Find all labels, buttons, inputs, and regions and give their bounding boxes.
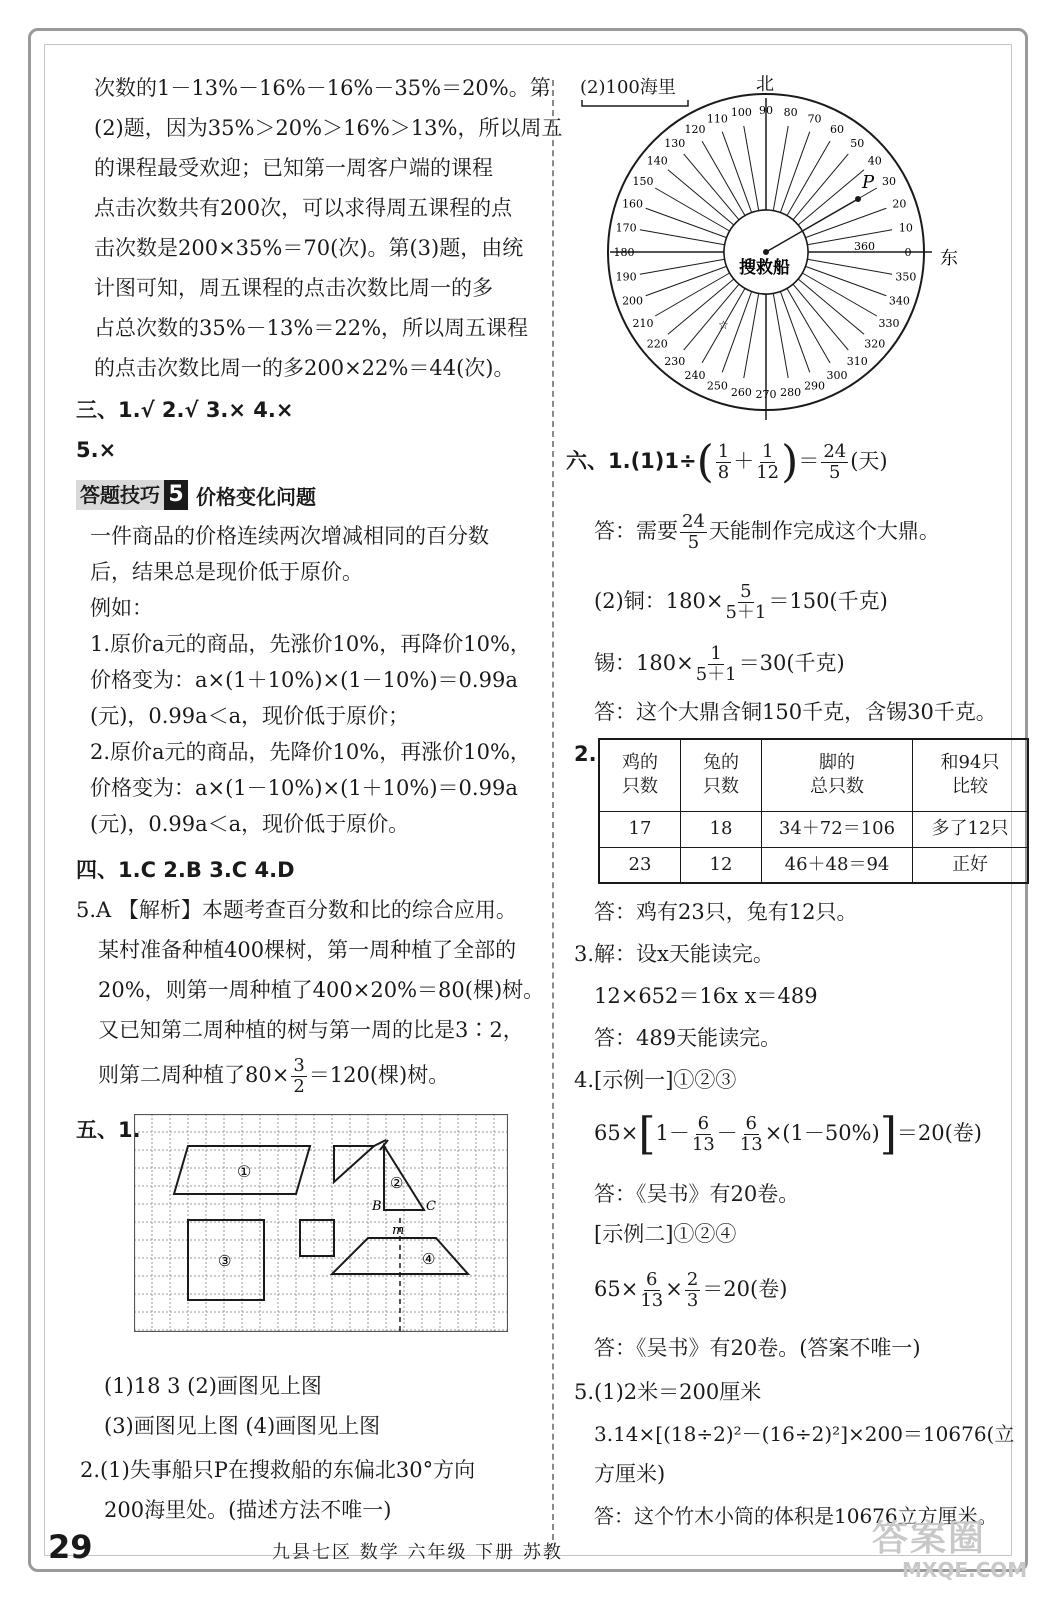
answer-tip-header bbox=[76, 480, 316, 510]
numerator: 6 bbox=[697, 1113, 710, 1134]
numerator: 24 bbox=[823, 441, 847, 462]
text: 答：需要 bbox=[594, 519, 678, 543]
section-5-answer-1: (1)18 3 (2)画图见上图 bbox=[104, 1374, 322, 1398]
denominator: 2 bbox=[293, 1076, 305, 1097]
fraction bbox=[685, 1270, 700, 1311]
text: 则第二周种植了80× bbox=[98, 1063, 290, 1087]
degree-label: 350 bbox=[895, 270, 917, 284]
degree-label: 90 bbox=[759, 104, 773, 117]
header-cell bbox=[913, 739, 1029, 811]
degree-label: 110 bbox=[706, 112, 728, 126]
q2-label: 2. bbox=[574, 742, 597, 766]
q1-2-tin bbox=[594, 638, 845, 688]
text: (2)铜：180× bbox=[594, 589, 724, 613]
degree-label: 200 bbox=[622, 294, 644, 308]
denominator: 12 bbox=[756, 462, 780, 483]
tip-line: 后，结果总是现价低于原价。 bbox=[90, 560, 363, 584]
point-p-label: P bbox=[862, 172, 875, 193]
numerator: 6 bbox=[745, 1113, 757, 1134]
left-p1-line: 击次数是200×35%＝70(次)。第(3)题，由统 bbox=[94, 236, 524, 260]
small-square-shape bbox=[300, 1220, 334, 1256]
compass-ray bbox=[684, 284, 739, 350]
section-4-q5-line: 20%，则第一周种植了400×20%＝80(棵)树。 bbox=[98, 978, 545, 1002]
degree-label: 50 bbox=[850, 137, 865, 151]
text: 1－ bbox=[655, 1121, 690, 1145]
degree-label: 220 bbox=[646, 337, 668, 351]
q3-line: 答：489天能读完。 bbox=[594, 1026, 782, 1050]
section-5-q2-line: 2.(1)失事船只P在搜救船的东偏北30°方向 bbox=[80, 1458, 476, 1482]
table-header-row bbox=[599, 739, 1028, 811]
header-text: 比较 bbox=[952, 776, 988, 798]
degree-label: 330 bbox=[878, 317, 900, 330]
fraction bbox=[692, 1114, 715, 1155]
table-cell: 46＋48＝94 bbox=[762, 847, 913, 883]
center-dot bbox=[763, 249, 769, 255]
denominator: 3 bbox=[686, 1290, 699, 1311]
q5-line: 5.(1)2米＝200厘米 bbox=[574, 1380, 762, 1404]
text: ＝30(千克) bbox=[738, 651, 845, 675]
degree-label: 60 bbox=[830, 123, 844, 137]
watermark-line-1: 答案圈 bbox=[872, 1518, 987, 1559]
compass-scale-label: (2)100海里 bbox=[580, 77, 676, 98]
compass-ray bbox=[684, 154, 739, 220]
degree-label: 150 bbox=[632, 175, 654, 188]
chicken-rabbit-table bbox=[598, 738, 1029, 884]
left-p1-line: 占总次数的35%－13%＝22%，所以周五课程 bbox=[94, 316, 529, 340]
shape-2-label: ② bbox=[390, 1174, 404, 1192]
shape-4-label: ④ bbox=[422, 1250, 436, 1268]
paren-close: ) bbox=[781, 436, 799, 488]
text: × bbox=[665, 1277, 683, 1301]
compass-ray bbox=[798, 279, 864, 334]
text: 65× bbox=[594, 1121, 639, 1145]
tip-line: 价格变为：a×(1＋10%)×(1－10%)＝0.99a bbox=[90, 668, 518, 692]
section-5-answer-2: (3)画图见上图 (4)画图见上图 bbox=[104, 1414, 381, 1438]
fraction bbox=[640, 1270, 663, 1311]
degree-label: 340 bbox=[888, 294, 910, 308]
denominator: 13 bbox=[640, 1290, 664, 1311]
degree-label: 290 bbox=[804, 379, 826, 393]
north-label: 北 bbox=[756, 74, 774, 95]
q4-answer-2: 答：《吴书》有20卷。(答案不唯一) bbox=[594, 1336, 921, 1360]
header-cell bbox=[762, 739, 913, 811]
text: ＋ bbox=[733, 449, 755, 473]
compass-ray bbox=[787, 141, 830, 215]
header-text: 脚的 bbox=[819, 752, 855, 774]
triangle-shape-small bbox=[334, 1146, 374, 1182]
degree-label: 100 bbox=[730, 106, 752, 120]
point-c-label: C bbox=[426, 1199, 436, 1214]
degree-label: 250 bbox=[706, 379, 728, 393]
fraction bbox=[821, 442, 848, 483]
degree-label: 190 bbox=[615, 270, 637, 284]
numerator: 5 bbox=[740, 581, 752, 602]
east-label: 东 bbox=[940, 248, 958, 269]
fraction bbox=[680, 512, 707, 553]
section-3-answers-5: 5.× bbox=[76, 438, 117, 462]
table-cell: 18 bbox=[681, 811, 762, 847]
text: 六、1.(1)1÷ bbox=[566, 449, 697, 473]
point-p-dot bbox=[855, 196, 861, 202]
q5-line: 方厘米) bbox=[594, 1462, 666, 1486]
q4-equation-1 bbox=[594, 1108, 982, 1158]
degree-label: 360 bbox=[854, 240, 875, 253]
q4-example-1: 4.[示例一]①②③ bbox=[574, 1068, 737, 1092]
text: ＝20(卷) bbox=[896, 1121, 982, 1145]
text: ×(1－50%) bbox=[764, 1121, 880, 1145]
header-text: 和94只 bbox=[940, 752, 1000, 774]
q1-2-copper bbox=[594, 576, 888, 626]
fraction bbox=[740, 1114, 763, 1155]
text: 天能制作完成这个大鼎。 bbox=[708, 519, 940, 543]
q1-2-answer: 答：这个大鼎含铜150千克，含锡30千克。 bbox=[594, 700, 997, 724]
denominator: 8 bbox=[717, 462, 730, 483]
q4-example-2: [示例二]①②④ bbox=[594, 1222, 737, 1246]
left-p1-line: 的点击次数比周一的多200×22%＝44(次)。 bbox=[94, 356, 515, 380]
table-cell: 正好 bbox=[913, 847, 1029, 883]
section-4-q5-line: 5.A 【解析】本题考查百分数和比的综合应用。 bbox=[76, 898, 517, 922]
degree-label: 230 bbox=[664, 354, 686, 368]
table-row bbox=[599, 811, 1028, 847]
left-p1-line: 次数的1－13%－16%－16%－35%＝20%。第 bbox=[94, 76, 551, 100]
watermark-line-2: MXQE.COM bbox=[902, 1558, 1028, 1582]
q2-answer: 答：鸡有23只，兔有12只。 bbox=[594, 900, 858, 924]
star-icon: ☆ bbox=[718, 318, 729, 332]
tip-line: (元)，0.99a＜a，现价低于原价； bbox=[90, 704, 410, 728]
header-text: 总只数 bbox=[810, 776, 864, 798]
text: ＝120(棵)树。 bbox=[308, 1063, 450, 1087]
denominator: 13 bbox=[739, 1134, 763, 1155]
degree-label: 300 bbox=[826, 368, 848, 382]
tip-line: 例如： bbox=[90, 596, 153, 620]
section-4-answers: 四、1.C 2.B 3.C 4.D bbox=[76, 858, 295, 882]
section-3-answers: 三、1.√ 2.√ 3.× 4.× bbox=[76, 398, 294, 422]
header-text: 只数 bbox=[703, 776, 739, 798]
degree-label: 210 bbox=[632, 317, 654, 330]
grid-border bbox=[135, 1115, 508, 1332]
numerator: 1 bbox=[710, 643, 722, 664]
numerator: 6 bbox=[646, 1269, 658, 1290]
fraction bbox=[756, 442, 779, 483]
table-cell: 23 bbox=[599, 847, 681, 883]
section-4-q5-line: 又已知第二周种植的树与第一周的比是3∶2， bbox=[98, 1018, 524, 1042]
column-divider bbox=[552, 80, 554, 1540]
degree-label: 270 bbox=[755, 388, 777, 401]
book-info: 九县七区 数学 六年级 下册 苏教 bbox=[272, 1542, 563, 1563]
header-cell bbox=[599, 739, 681, 811]
degree-label: 0 bbox=[904, 246, 912, 259]
degree-label: 30 bbox=[881, 175, 896, 188]
text: ＝150(千克) bbox=[768, 589, 888, 613]
numerator: 1 bbox=[717, 441, 730, 462]
header-text: 兔的 bbox=[703, 752, 739, 774]
tip-label: 答题技巧 bbox=[76, 480, 164, 510]
section-4-q5-last-line bbox=[98, 1052, 449, 1098]
degree-label: 40 bbox=[867, 154, 882, 168]
q5-line: 3.14×[(18÷2)²－(16÷2)²]×200＝10676(立 bbox=[594, 1422, 1015, 1446]
tip-line: 一件商品的价格连续两次增减相同的百分数 bbox=[90, 524, 489, 548]
left-p1-line: 的课程最受欢迎；已知第一周客户端的课程 bbox=[94, 156, 493, 180]
tip-line: 价格变为：a×(1－10%)×(1＋10%)＝0.99a bbox=[90, 776, 518, 800]
fraction bbox=[696, 644, 737, 685]
fraction bbox=[725, 582, 766, 623]
degree-label: 170 bbox=[615, 221, 637, 235]
bracket-open: [ bbox=[638, 1108, 656, 1160]
denominator: 5 bbox=[687, 532, 700, 553]
text: 65× bbox=[594, 1277, 639, 1301]
denominator: 5 bbox=[829, 462, 841, 483]
numerator: 2 bbox=[686, 1269, 699, 1290]
compass-ray bbox=[798, 170, 864, 225]
compass-ray bbox=[702, 141, 745, 215]
numerator: 3 bbox=[293, 1055, 305, 1076]
section-4-q5-line: 某村准备种植400棵树，第一周种植了全部的 bbox=[98, 938, 517, 962]
numerator: 1 bbox=[761, 441, 774, 462]
numerator: 24 bbox=[682, 511, 705, 532]
axis-m-label: m bbox=[392, 1223, 405, 1238]
fraction bbox=[291, 1056, 306, 1097]
q4-equation-2 bbox=[594, 1264, 787, 1314]
watermark bbox=[872, 1510, 1032, 1590]
table-cell: 17 bbox=[599, 811, 681, 847]
text: 锡：180× bbox=[594, 651, 694, 675]
q5-answer: 答：这个竹木小筒的体积是10676立方厘米。 bbox=[594, 1504, 998, 1528]
left-p1-line: 计图可知，周五课程的点击次数比周一的多 bbox=[94, 276, 493, 300]
table-cell: 12 bbox=[681, 847, 762, 883]
degree-label: 120 bbox=[684, 123, 706, 137]
compass-ray bbox=[793, 284, 848, 350]
section-5-label: 五、1. bbox=[76, 1118, 141, 1142]
tip-line: (元)，0.99a＜a，现价低于原价。 bbox=[90, 812, 410, 836]
tip-line: 2.原价a元的商品，先降价10%，再涨价10%， bbox=[90, 740, 531, 764]
text: ＝20(卷) bbox=[702, 1277, 788, 1301]
paren-open: ( bbox=[696, 436, 714, 488]
point-b-label: B bbox=[372, 1199, 382, 1214]
compass-ray bbox=[787, 288, 830, 362]
degree-label: 280 bbox=[780, 385, 802, 399]
q1-1-equation bbox=[566, 436, 888, 486]
rescue-ship-label: 搜救船 bbox=[739, 258, 790, 278]
table-cell: 34＋72＝106 bbox=[762, 811, 913, 847]
compass-ray bbox=[802, 273, 876, 316]
table-cell: 多了12只 bbox=[913, 811, 1029, 847]
degree-label: 180 bbox=[613, 246, 635, 259]
degree-label: 20 bbox=[892, 197, 907, 211]
tip-line: 1.原价a元的商品，先涨价10%，再降价10%， bbox=[90, 632, 531, 656]
denominator: 5＋1 bbox=[725, 602, 767, 623]
header-cell bbox=[681, 739, 762, 811]
degree-label: 240 bbox=[684, 368, 706, 382]
degree-label: 80 bbox=[783, 106, 798, 120]
compass-ray bbox=[655, 273, 729, 316]
text: (天) bbox=[850, 449, 888, 473]
text: ＝ bbox=[798, 449, 820, 473]
denominator: 5＋1 bbox=[695, 664, 737, 685]
shape-3-label: ③ bbox=[218, 1252, 232, 1270]
degree-label: 70 bbox=[807, 112, 822, 126]
fraction bbox=[716, 442, 731, 483]
left-p1-line: (2)题，因为35%＞20%＞16%＞13%，所以周五 bbox=[94, 116, 563, 140]
compass-diagram bbox=[580, 74, 970, 430]
denominator: 13 bbox=[691, 1134, 715, 1155]
left-p1-line: 点击次数共有200次，可以求得周五课程的点 bbox=[94, 196, 513, 220]
degree-label: 160 bbox=[622, 197, 644, 211]
tip-number: 5 bbox=[164, 480, 188, 510]
table-row bbox=[599, 847, 1028, 883]
header-text: 只数 bbox=[622, 776, 658, 798]
degree-label: 260 bbox=[730, 385, 752, 399]
section-5-q2-line: 200海里处。(描述方法不唯一) bbox=[104, 1498, 392, 1522]
header-text: 鸡的 bbox=[622, 752, 658, 774]
shape-1-label: ① bbox=[237, 1162, 252, 1181]
page-number: 29 bbox=[48, 1528, 93, 1566]
q1-1-answer bbox=[594, 506, 940, 556]
degree-label: 10 bbox=[898, 221, 913, 235]
bracket-close: ] bbox=[879, 1108, 897, 1160]
tip-title: 价格变化问题 bbox=[196, 484, 316, 509]
scale-bar bbox=[582, 100, 688, 106]
degree-label: 320 bbox=[864, 337, 886, 351]
text: － bbox=[716, 1121, 738, 1145]
q3-line: 3.解：设x天能读完。 bbox=[574, 942, 774, 966]
degree-label: 310 bbox=[846, 354, 868, 368]
compass-ray bbox=[668, 170, 734, 225]
degree-label: 140 bbox=[646, 154, 668, 168]
degree-label: 130 bbox=[664, 137, 686, 151]
q4-answer-1: 答：《吴书》有20卷。 bbox=[594, 1182, 800, 1206]
grid-drawing bbox=[134, 1114, 508, 1332]
compass-ray bbox=[655, 188, 729, 231]
q3-line: 12×652＝16x x＝489 bbox=[594, 984, 818, 1008]
